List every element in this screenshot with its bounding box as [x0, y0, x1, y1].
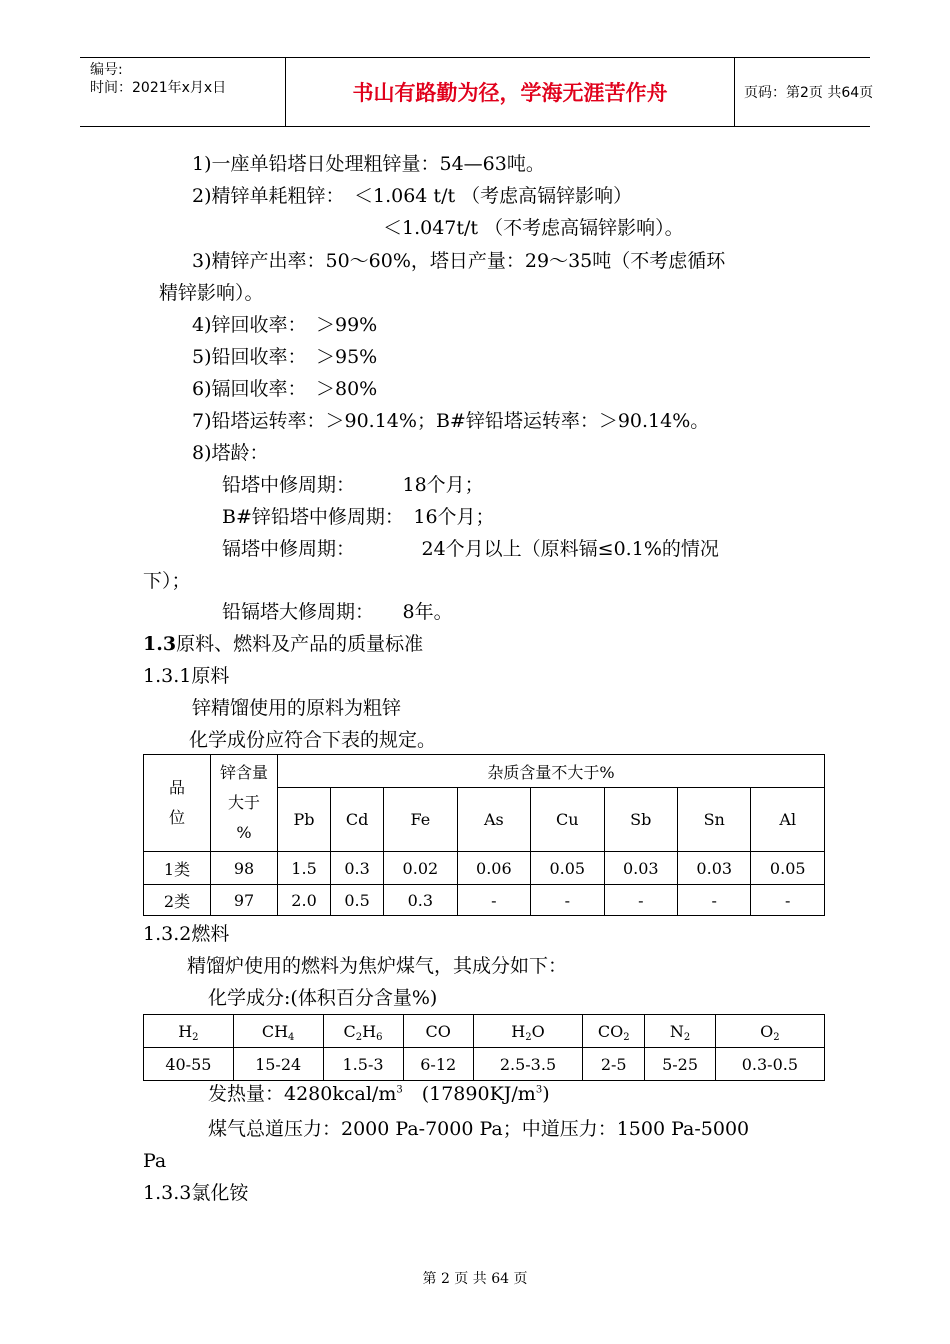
table-cell: 2类 [144, 885, 211, 916]
section-heading-1-3: 1.3原料、燃料及产品的质量标准 [143, 633, 424, 655]
element-cell: Cd [331, 788, 384, 852]
header-meta [80, 58, 285, 126]
table-cell: 0.03 [678, 852, 751, 885]
section-heading-1-3-1: 1.3.1原料 [143, 665, 230, 687]
gas-value-cell: 5-25 [645, 1048, 715, 1081]
gas-value-cell: 2.5-3.5 [473, 1048, 582, 1081]
text-line: B#锌铅塔中修周期： 16个月； [222, 506, 495, 528]
element-cell: Pb [278, 788, 331, 852]
table-cell: 98 [211, 852, 278, 885]
gas-value-cell: 2-5 [583, 1048, 645, 1081]
table-cell: 0.03 [604, 852, 677, 885]
text-line: 精馏炉使用的燃料为焦炉煤气，其成分如下： [187, 955, 568, 977]
table-cell: 0.05 [531, 852, 604, 885]
text-line: 铅塔中修周期： 18个月； [222, 474, 484, 496]
table-row [144, 1015, 825, 1048]
table-cell: 1.5 [278, 852, 331, 885]
gas-component-cell: $O_2$ [715, 1015, 824, 1048]
table-cell: - [751, 885, 825, 916]
gas-value-cell: 1.5-3 [323, 1048, 403, 1081]
text-line: 6)镉回收率： ＞80% [192, 378, 378, 400]
header-zinc-content: 锌含量 大于 % [211, 755, 278, 852]
gas-value-cell: 40-55 [144, 1048, 234, 1081]
gas-composition-table [143, 1014, 825, 1081]
gas-component-cell: $C_2H_6$ [323, 1015, 403, 1048]
element-cell: As [457, 788, 530, 852]
table-cell: 0.3 [331, 852, 384, 885]
section-heading-1-3-2: 1.3.2燃料 [143, 923, 230, 945]
header-page-info: 页码：第2页 共64页 [744, 85, 874, 101]
gas-component-cell: $H_2O$ [473, 1015, 582, 1048]
crude-zinc-spec-table [143, 754, 825, 916]
page-header [80, 57, 874, 127]
element-cell: Sn [678, 788, 751, 852]
section-heading-1-3-3: 1.3.3氯化铵 [143, 1182, 249, 1204]
text-line: 8)塔龄： [192, 442, 269, 464]
element-cell: Sb [604, 788, 677, 852]
element-cell: Al [751, 788, 825, 852]
time-label: 时间：2021年x月x日 [90, 80, 227, 96]
table-cell: 0.05 [751, 852, 825, 885]
header-motto: 书山有路勤为径，学海无涯苦作舟 [285, 58, 735, 126]
header-impurity: 杂质含量不大于% [278, 755, 825, 788]
gas-value-cell: 6-12 [403, 1048, 473, 1081]
heating-value-line: 发热量：$4280kcal/m^3$ $(17890KJ/m^3)$ [208, 1083, 550, 1105]
text-line: 化学成分:(体积百分含量%) [208, 987, 438, 1009]
page-footer: 第 2 页 共 64 页 [422, 1271, 528, 1287]
text-line: 精锌影响）。 [159, 282, 264, 304]
gas-component-cell: $H_2$ [144, 1015, 234, 1048]
table-cell: 2.0 [278, 885, 331, 916]
table-cell: 0.5 [331, 885, 384, 916]
text-line: 7)铅塔运转率：＞90.14%；B#锌铅塔运转率：＞90.14%。 [192, 410, 710, 432]
table-cell: 97 [211, 885, 278, 916]
text-line: 锌精馏使用的原料为粗锌 [192, 697, 402, 719]
element-cell: Cu [531, 788, 604, 852]
text-line: ＜1.047t/t （不考虑高镉锌影响）。 [383, 217, 684, 239]
table-cell: - [531, 885, 604, 916]
text-line: 1)一座单铅塔日处理粗锌量：54—63吨。 [192, 153, 545, 175]
text-line: 镉塔中修周期： 24个月以上（原料镉≤0.1%的情况 [222, 538, 719, 560]
table-cell: - [604, 885, 677, 916]
table-cell: - [678, 885, 751, 916]
table-cell: 0.02 [384, 852, 457, 885]
table-cell: 1类 [144, 852, 211, 885]
text-line: 2)精锌单耗粗锌： ＜1.064 t/t （考虑高镉锌影响） [192, 185, 633, 207]
gas-component-cell: $CH_4$ [233, 1015, 323, 1048]
serial-number-label: 编号: [90, 62, 123, 78]
table-row [144, 885, 825, 916]
table-cell: 0.3 [384, 885, 457, 916]
text-line: 5)铅回收率： ＞95% [192, 346, 378, 368]
text-line: 3)精锌产出率：50～60%，塔日产量：29～35吨（不考虑循环 [192, 250, 726, 272]
text-line: 化学成份应符合下表的规定。 [189, 729, 437, 751]
text-line: 4)锌回收率： ＞99% [192, 314, 378, 336]
gas-component-cell: CO [403, 1015, 473, 1048]
text-line: Pa [143, 1150, 167, 1172]
gas-value-cell: 0.3-0.5 [715, 1048, 824, 1081]
text-line: 下）； [143, 570, 191, 592]
table-row [144, 852, 825, 885]
text-line: 铅镉塔大修周期： 8年。 [222, 601, 453, 623]
table-cell: - [457, 885, 530, 916]
gas-component-cell: $CO_2$ [583, 1015, 645, 1048]
gas-value-cell: 15-24 [233, 1048, 323, 1081]
table-row [144, 1048, 825, 1081]
text-line: 煤气总道压力：2000 Pa-7000 Pa；中道压力：1500 Pa-5000 [208, 1118, 750, 1140]
table-cell: 0.06 [457, 852, 530, 885]
element-cell: Fe [384, 788, 457, 852]
header-grade: 品 位 [144, 755, 211, 852]
gas-component-cell: $N_2$ [645, 1015, 715, 1048]
